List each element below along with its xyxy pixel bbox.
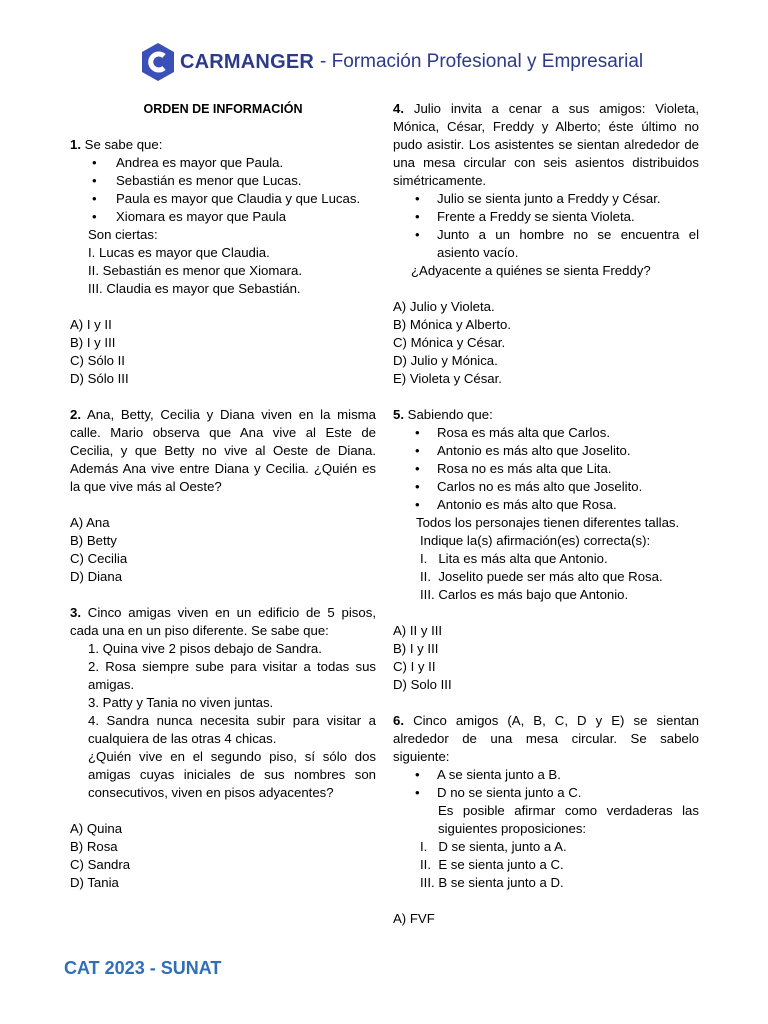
answer-option: C) I y II — [393, 659, 436, 674]
answer-option: B) Betty — [70, 533, 117, 548]
question-number: 1. — [70, 137, 81, 152]
bullet-item: • Frente a Freddy se sienta Violeta. — [411, 208, 699, 226]
right-column — [393, 100, 699, 946]
answer-option: D) Julio y Mónica. — [393, 353, 498, 368]
statement: II. Sebastián es menor que Xiomara. — [88, 263, 303, 278]
brand-tagline: - Formación Profesional y Empresarial — [320, 51, 644, 72]
answer-option: D) Diana — [70, 569, 123, 584]
bullet-item: • Carlos no es más alto que Joselito. — [411, 478, 699, 496]
statement: II. E se sienta junto a C. — [420, 857, 564, 872]
question-number: 2. — [70, 407, 81, 422]
question-number: 3. — [70, 605, 81, 620]
question-text: Julio invita a cenar a sus amigos: Violeta, Mónica, César, Freddy y Alberto; éste último no pudo asistir. Los asistentes se sientan alrededor de una mesa circular con seis asientos distribuidos simétricamente. — [393, 101, 699, 188]
bullet-item: • Julio se sienta junto a Freddy y César. — [411, 190, 699, 208]
page-title: ORDEN DE INFORMACIÓN — [143, 102, 303, 116]
answer-option: D) Solo III — [393, 677, 452, 692]
clue-line: 4. Sandra nunca necesita subir para visitar a cualquiera de las otras 4 chicas. — [88, 713, 376, 746]
question-number: 5. — [393, 407, 404, 422]
question-2 — [70, 406, 376, 586]
question-prompt: ¿Quién vive en el segundo piso, sí sólo dos amigas cuyas iniciales de sus nombres son consecutivos, viven en pisos adyacentes? — [88, 749, 376, 800]
bullet-item: • A se sienta junto a B. — [411, 766, 699, 784]
brand-name: CARMANGER — [180, 50, 315, 73]
statement: II. Joselito puede ser más alto que Rosa. — [420, 569, 663, 584]
statement: I. Lita es más alta que Antonio. — [420, 551, 608, 566]
question-6 — [393, 712, 699, 928]
question-text: Cinco amigas viven en un edificio de 5 pisos, cada una en un piso diferente. Se sabe que: — [70, 605, 376, 638]
question-3 — [70, 604, 376, 892]
answer-option: A) I y II — [70, 317, 112, 332]
statement: I. D se sienta, junto a A. — [420, 839, 567, 854]
bullet-item: • Junto a un hombre no se encuentra el asiento vacío. — [411, 226, 699, 262]
bullet-item: • D no se sienta junto a C. — [411, 784, 699, 802]
lead-text: Todos los personajes tienen diferentes tallas. — [416, 515, 680, 530]
lead-text: Es posible afirmar como verdaderas las siguientes proposiciones: — [438, 803, 699, 836]
lead-text: Son ciertas: — [88, 227, 158, 242]
statement: I. Lucas es mayor que Claudia. — [88, 245, 270, 260]
answer-option: B) I y III — [70, 335, 116, 350]
answer-option: A) FVF — [393, 911, 435, 926]
clue-line: 3. Patty y Tania no viven juntas. — [88, 695, 274, 710]
question-number: 6. — [393, 713, 404, 728]
statement: III. Claudia es mayor que Sebastián. — [88, 281, 301, 296]
answer-option: A) Julio y Violeta. — [393, 299, 495, 314]
question-5 — [393, 406, 699, 694]
answer-option: D) Sólo III — [70, 371, 129, 386]
page-footer: CAT 2023 - SUNAT — [64, 958, 222, 978]
clue-line: 1. Quina vive 2 pisos debajo de Sandra. — [88, 641, 322, 656]
answer-option: B) Mónica y Alberto. — [393, 317, 512, 332]
answer-option: C) Sólo II — [70, 353, 125, 368]
statement: III. Carlos es más bajo que Antonio. — [420, 587, 629, 602]
bullet-item: • Rosa es más alta que Carlos. — [411, 424, 699, 442]
answer-option: C) Sandra — [70, 857, 131, 872]
answer-option: D) Tania — [70, 875, 119, 890]
question-text: Cinco amigos (A, B, C, D y E) se sientan alrededor de una mesa circular. Se sabelo siguiente: — [393, 713, 699, 764]
bullet-item: • Antonio es más alto que Rosa. — [411, 496, 699, 514]
clue-line: 2. Rosa siempre sube para visitar a todas sus amigas. — [88, 659, 376, 692]
bullet-item: • Paula es mayor que Claudia y que Lucas. — [88, 190, 376, 208]
question-4 — [393, 100, 699, 388]
lead-text: Indique la(s) afirmación(es) correcta(s): — [420, 533, 651, 548]
question-1 — [70, 136, 376, 388]
answer-option: C) Mónica y César. — [393, 335, 506, 350]
answer-option: A) Quina — [70, 821, 123, 836]
question-text: Sabiendo que: — [407, 407, 493, 422]
page-header — [140, 40, 643, 84]
answer-option: A) II y III — [393, 623, 443, 638]
question-prompt: ¿Adyacente a quiénes se sienta Freddy? — [411, 263, 651, 278]
answer-option: B) I y III — [393, 641, 439, 656]
answer-option: A) Ana — [70, 515, 110, 530]
question-number: 4. — [393, 101, 404, 116]
bullet-item: • Xiomara es mayor que Paula — [88, 208, 376, 226]
statement: III. B se sienta junto a D. — [420, 875, 564, 890]
bullet-item: • Antonio es más alto que Joselito. — [411, 442, 699, 460]
answer-option: E) Violeta y César. — [393, 371, 502, 386]
question-text: Ana, Betty, Cecilia y Diana viven en la misma calle. Mario observa que Ana vive al Este de Cecilia, y que Betty no vive al Oeste de Diana. Además Ana vive entre Diana y Cecilia. ¿Quién es la que vive más al Oeste? — [70, 407, 376, 494]
carmanger-logo-icon — [140, 42, 176, 82]
bullet-item: • Sebastián es menor que Lucas. — [88, 172, 376, 190]
left-column — [70, 100, 376, 910]
answer-option: C) Cecilia — [70, 551, 128, 566]
question-text: Se sabe que: — [84, 137, 163, 152]
bullet-item: • Andrea es mayor que Paula. — [88, 154, 376, 172]
answer-option: B) Rosa — [70, 839, 118, 854]
bullet-item: • Rosa no es más alta que Lita. — [411, 460, 699, 478]
